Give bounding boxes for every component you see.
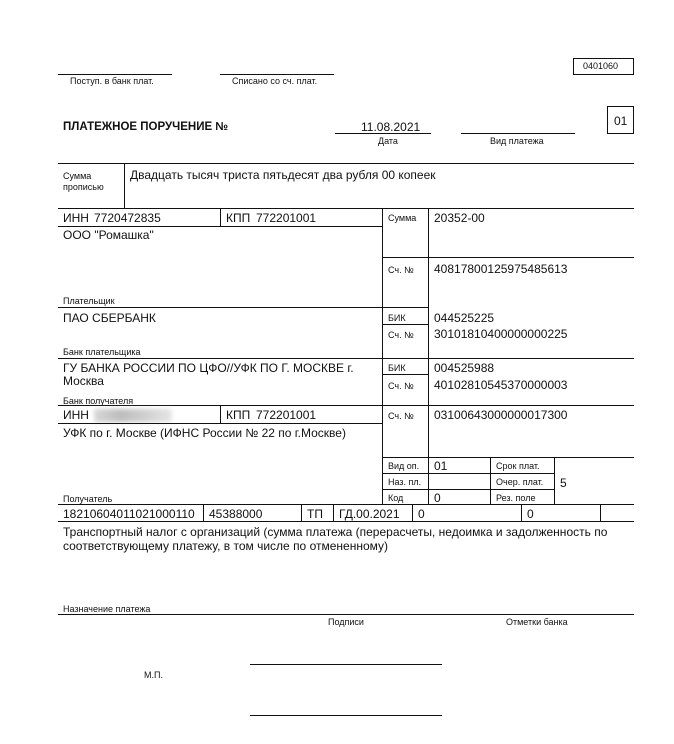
signature-line-2 [250,715,442,716]
signatures-label: Подписи [328,617,364,627]
payer-bottom-line [58,307,428,308]
payer-bik-label: БИК [388,313,406,323]
srok-label: Срок плат. [496,461,540,471]
op-row-line-1 [382,473,554,474]
doc-date-value: 0 [527,507,534,521]
date-line [335,133,431,134]
payment-type-label: Вид платежа [490,136,544,146]
top-border [58,163,634,164]
payer-name: ООО "Ромашка" [63,228,154,242]
purpose-bottom-line [58,614,634,615]
period-value: ГД.00.2021 [339,507,400,521]
purpose-label: Назначение платежа [63,604,151,614]
received-label: Поступ. в банк плат. [70,76,154,86]
op-col-divider-2 [554,457,555,504]
op-col-divider [490,457,491,504]
amount-words-label-2: прописью [63,182,104,192]
payer-bank-label: Банк плательщика [63,347,141,357]
tax-divider-1 [203,504,204,521]
basis-value: ТП [307,507,323,521]
purpose-line-1: Транспортный налог с организаций (сумма платежа (перерасчеты, недоимка и задолженность по [63,525,608,539]
payee-account-label: Сч. № [388,411,414,421]
naz-pl-label: Наз. пл. [388,477,422,487]
payee-inn-divider [220,405,221,423]
row-line [58,208,634,209]
kod-label: Код [388,493,404,503]
kod-value: 0 [434,491,441,505]
payer-account: 40817800125975485613 [434,262,568,276]
col-line-main [382,208,383,504]
payee-label: Получатель [63,494,113,504]
payee-bik-label: БИК [388,363,406,373]
op-row-line-2 [382,489,554,490]
payer-bik-underline [382,324,428,325]
sum-underline [382,257,634,258]
payer-label: Плательщик [63,296,115,306]
payee-bank-name-2: Москва [63,374,104,388]
payer-sum-label: Сумма [388,213,417,223]
rez-label: Рез. поле [496,493,536,503]
tax-divider-2 [301,504,302,521]
payment-type-line [461,133,575,134]
payee-bank-account-label: Сч. № [388,381,414,391]
payer-kpp-label: КПП [226,211,251,225]
payer-bank-name: ПАО СБЕРБАНК [63,311,156,325]
payer-account-label: Сч. № [388,265,414,275]
tax-divider-3 [333,504,334,521]
redacted-inn [94,409,172,422]
document-title: ПЛАТЕЖНОЕ ПОРУЧЕНИЕ № [63,121,229,133]
ocher-value: 5 [560,476,567,490]
date-label: Дата [378,136,398,146]
received-line [58,74,172,75]
payee-bank-name-1: ГУ БАНКА РОССИИ ПО ЦФО//УФК ПО Г. МОСКВЕ г. [63,361,354,375]
status-code: 01 [614,114,628,128]
tax-divider-5 [521,504,522,521]
col-line-values [428,208,429,504]
debited-line [220,74,334,75]
payee-name: УФК по г. Москве (ИФНС России № 22 по г.Москве) [63,426,346,440]
bank-marks-label: Отметки банка [506,617,568,627]
payer-inn-divider [220,208,221,226]
amount-words-divider [124,163,125,208]
purpose-line-2: соответствующему платежу, в том числе по отмененному) [63,539,389,553]
payee-inn-label: ИНН [63,408,89,422]
payee-bik-underline [382,374,428,375]
payer-bik: 044525225 [434,311,495,325]
payer-inn: 7720472835 [94,211,161,225]
payer-bank-bottom-line [58,358,634,359]
vid-op-label: Вид оп. [388,461,420,471]
payer-kpp: 772201001 [256,211,317,225]
payee-kpp-label: КПП [226,408,251,422]
stamp-label: М.П. [144,670,163,680]
signature-line-1 [250,664,442,665]
oktmo-value: 45388000 [209,507,263,521]
debited-label: Списано со сч. плат. [232,76,318,86]
tax-row-bottom-line [58,521,634,522]
doc-num-value: 0 [418,507,425,521]
kbk-value: 18210604011021000110 [63,507,195,521]
tax-divider-6 [600,504,601,521]
payer-inn-label: ИНН [63,211,89,225]
payer-bank-account-label: Сч. № [388,330,414,340]
payee-bik: 004525988 [434,361,495,375]
amount-words-label-1: Сумма [63,171,92,181]
payee-account: 03100643000000017300 [434,408,568,422]
payer-bank-account: 30101810400000000225 [434,327,568,341]
payer-sum-value: 20352-00 [434,211,485,225]
payee-bottom-line [58,504,634,505]
payee-bank-label: Банк получателя [63,396,134,406]
payer-inn-underline [58,226,382,227]
amount-words-value: Двадцать тысяч триста пятьдесят два рубля 00 копеек [130,168,436,182]
payee-kpp: 772201001 [256,408,317,422]
payee-bank-account: 40102810545370000003 [434,378,568,392]
op-top-line [382,457,634,458]
payee-inn-underline [58,423,382,424]
vid-op-value: 01 [434,459,448,473]
tax-divider-4 [412,504,413,521]
okud-code: 0401060 [583,61,619,71]
date-value: 11.08.2021 [361,120,421,134]
ocher-label: Очер. плат. [496,477,544,487]
payee-bank-bottom-line [58,405,634,406]
